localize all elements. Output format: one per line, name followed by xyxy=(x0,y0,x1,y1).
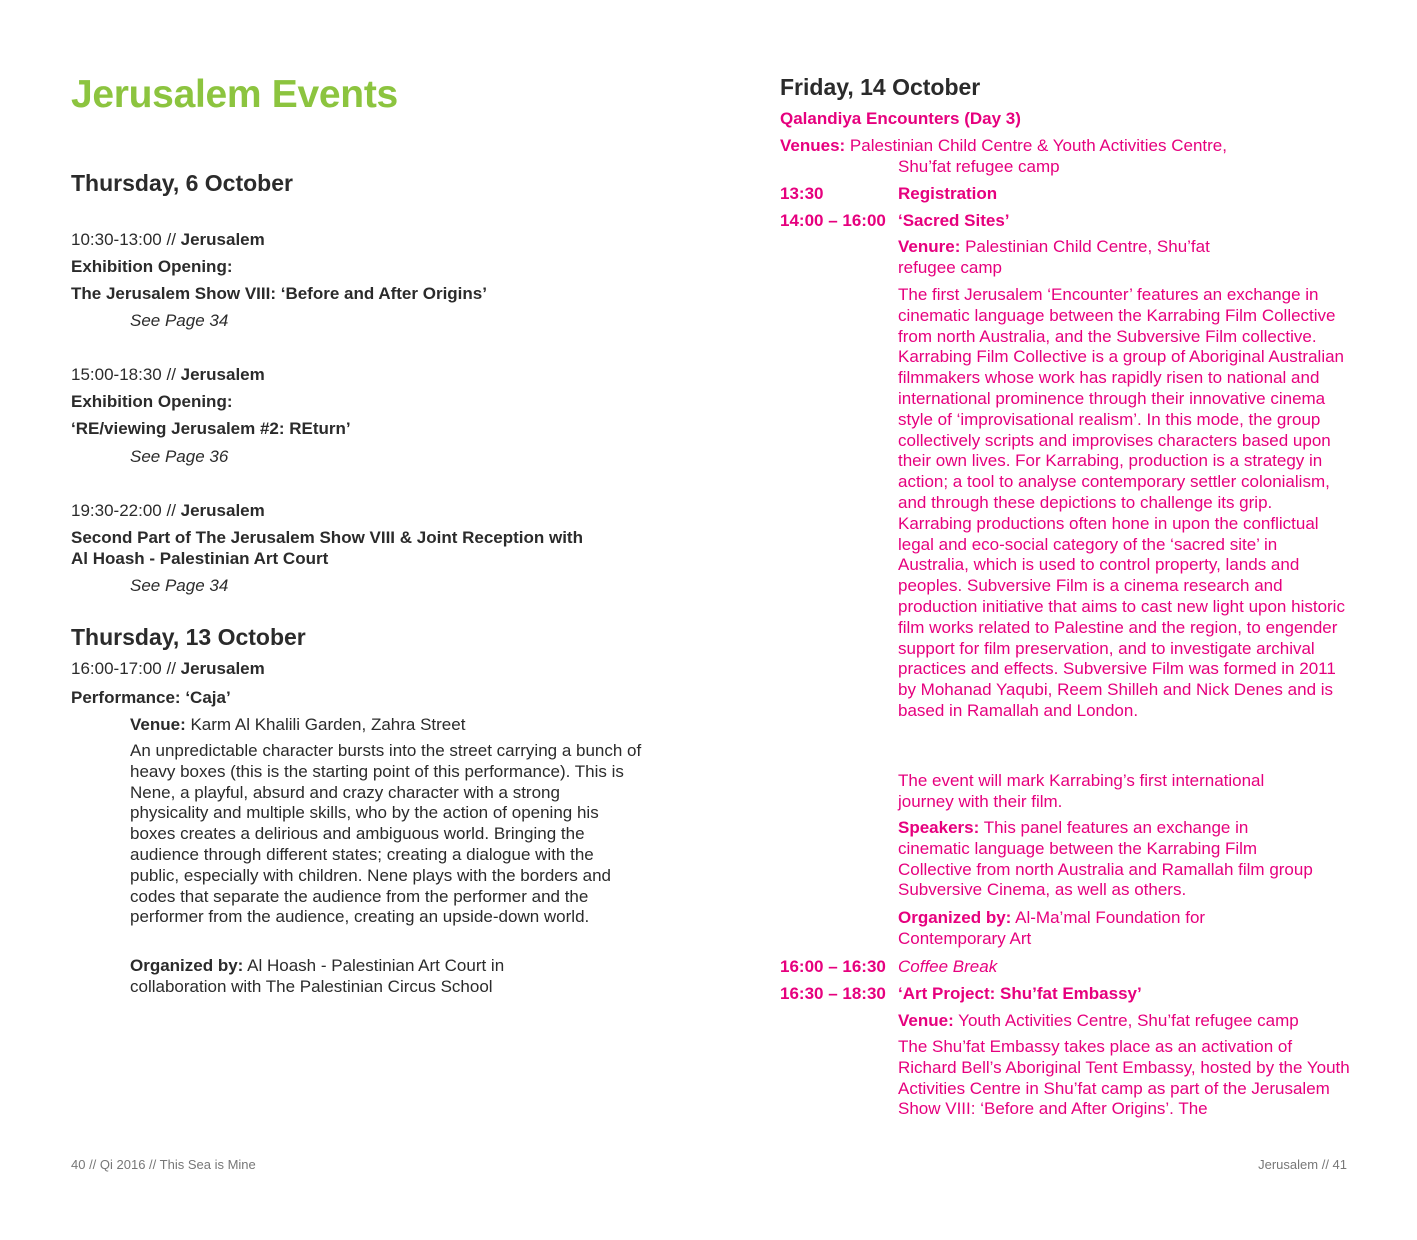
sacred-venue xyxy=(898,237,1248,279)
art-description: The Shu’fat Embassy takes place as an activation of Richard Bell’s Aboriginal Tent Embassy, hosted by the Youth Activities Centre in Shu’fat camp as part of the Jerusalem Show VIII: ‘Before and After Origins’. The xyxy=(898,1037,1350,1119)
venues-value: Palestinian Child Centre & Youth Activities Centre, xyxy=(845,136,1227,155)
event-place: Jerusalem xyxy=(180,659,265,678)
speakers-value: This panel features an exchange in cinematic language between the Karrabing Film Collective from north Australia and Ramallah film group Subversive Cinema, as well as others. xyxy=(898,818,1313,900)
event-title: The Jerusalem Show VIII: ‘Before and After Origins’ xyxy=(71,284,487,303)
event-time: 19:30-22:00 // xyxy=(71,501,181,520)
event-time: 16:00-17:00 // xyxy=(71,659,181,678)
organized-label: Organized by: xyxy=(130,956,244,975)
event-type: Exhibition Opening: xyxy=(71,257,233,276)
program-subheading: Qalandiya Encounters (Day 3) xyxy=(780,109,1021,128)
sacred-event-note: The event will mark Karrabing’s first international journey with their film. xyxy=(898,771,1265,811)
day-heading-13-october: Thursday, 13 October xyxy=(71,624,306,650)
venues-value-cont: Shu’fat refugee camp xyxy=(898,157,1060,176)
sacred-description: The first Jerusalem ‘Encounter’ features an exchange in cinematic language between the Karrabing Film Collective from north Australia, and the Subversive Film collective. Karrabing Film Collective is a group of Aboriginal Australian filmmakers whose work has rapidly risen to national and international prominence through their innovative cinema style of ‘improvisational realism’. In this mode, the group collectively scripts and improvises characters based upon their own lives. For Karrabing, production is a strategy in action; a tool to analyse contemporary settler colonialism, and through these depictions to challenge its grip. Karrabing productions often hone in upon the conflictual legal and eco-social category of the ‘sacred site’ in Australia, which is used to control property, lands and peoples. Subversive Film is a cinema research and production initiative that aims to cast new light upon historic film works related to Palestine and the region, to engender support for film preservation, and to investigate archival practices and effects. Subversive Film was formed in 2011 by Mohanad Yaqubi, Reem Shilleh and Nick Denes and is based in Ramallah and London. xyxy=(898,285,1345,720)
venue-value: Palestinian Child Centre, Shu’fat refugee camp xyxy=(898,237,1210,277)
organized-by xyxy=(898,908,1238,950)
organized-value: Al Hoash - Palestinian Art Court in collaboration with The Palestinian Circus School xyxy=(130,956,505,996)
venue-line xyxy=(130,714,465,735)
schedule-item-sacred-sites: ‘Sacred Sites’ xyxy=(898,211,1010,230)
venue-value: Youth Activities Centre, Shu’fat refugee camp xyxy=(953,1011,1299,1030)
speakers xyxy=(898,818,1318,901)
venue-label: Venure: xyxy=(898,237,961,256)
organized-label: Organized by: xyxy=(898,908,1012,927)
event-time: 15:00-18:30 // xyxy=(71,365,181,384)
schedule-item-coffee-break: Coffee Break xyxy=(898,957,998,976)
event-title-cont: Al Hoash - Palestinian Art Court xyxy=(71,549,329,568)
event-type: Exhibition Opening: xyxy=(71,392,233,411)
performance-description: An unpredictable character bursts into the street carrying a bunch of heavy boxes (this is the starting point of this performance). This is Nene, a playful, absurd and crazy character with a strong physicality and multiple skills, who by the action of opening his boxes creates a delirious and ambiguous world. Bringing the audience through different states; creating a dialogue with the public, especially with children. Nene plays with the borders and codes that separate the audience from the performer and the performer from the audience, creating an upside-down world. xyxy=(130,741,642,927)
art-venue xyxy=(898,1010,1299,1031)
day-heading-6-october: Thursday, 6 October xyxy=(71,170,293,196)
schedule-item-registration: Registration xyxy=(898,184,998,203)
event-place: Jerusalem xyxy=(180,501,265,520)
venues-line xyxy=(780,135,1227,156)
see-page-ref: See Page 34 xyxy=(130,576,229,595)
event-time-line xyxy=(71,658,265,679)
schedule-time: 13:30 xyxy=(780,184,824,203)
event-time-line xyxy=(71,229,265,250)
venues-label: Venues: xyxy=(780,136,846,155)
organized-by xyxy=(130,956,542,998)
performance-title: Performance: ‘Caja’ xyxy=(71,688,231,707)
day-heading-14-october: Friday, 14 October xyxy=(780,74,981,100)
organized-value: Al-Ma’mal Foundation for Contemporary Art xyxy=(898,908,1206,948)
schedule-time: 16:00 – 16:30 xyxy=(780,957,886,976)
see-page-ref: See Page 36 xyxy=(130,447,229,466)
footer-left: 40 // Qi 2016 // This Sea is Mine xyxy=(71,1157,256,1172)
venue-label: Venue: xyxy=(898,1011,954,1030)
event-title: ‘RE/viewing Jerusalem #2: REturn’ xyxy=(71,419,351,438)
speakers-label: Speakers: xyxy=(898,818,980,837)
schedule-time: 16:30 – 18:30 xyxy=(780,984,886,1003)
event-time: 10:30-13:00 // xyxy=(71,230,181,249)
schedule-time: 14:00 – 16:00 xyxy=(780,211,886,230)
schedule-item-art-project: ‘Art Project: Shu’fat Embassy’ xyxy=(898,984,1142,1003)
event-time-line xyxy=(71,364,265,385)
footer-right: Jerusalem // 41 xyxy=(1258,1157,1347,1172)
see-page-ref: See Page 34 xyxy=(130,311,229,330)
page-title: Jerusalem Events xyxy=(71,73,398,116)
event-place: Jerusalem xyxy=(180,365,265,384)
venue-label: Venue: xyxy=(130,715,186,734)
venue-value: Karm Al Khalili Garden, Zahra Street xyxy=(185,715,466,734)
event-time-line xyxy=(71,500,265,521)
event-title: Second Part of The Jerusalem Show VIII & Joint Reception with xyxy=(71,528,583,547)
event-place: Jerusalem xyxy=(180,230,265,249)
